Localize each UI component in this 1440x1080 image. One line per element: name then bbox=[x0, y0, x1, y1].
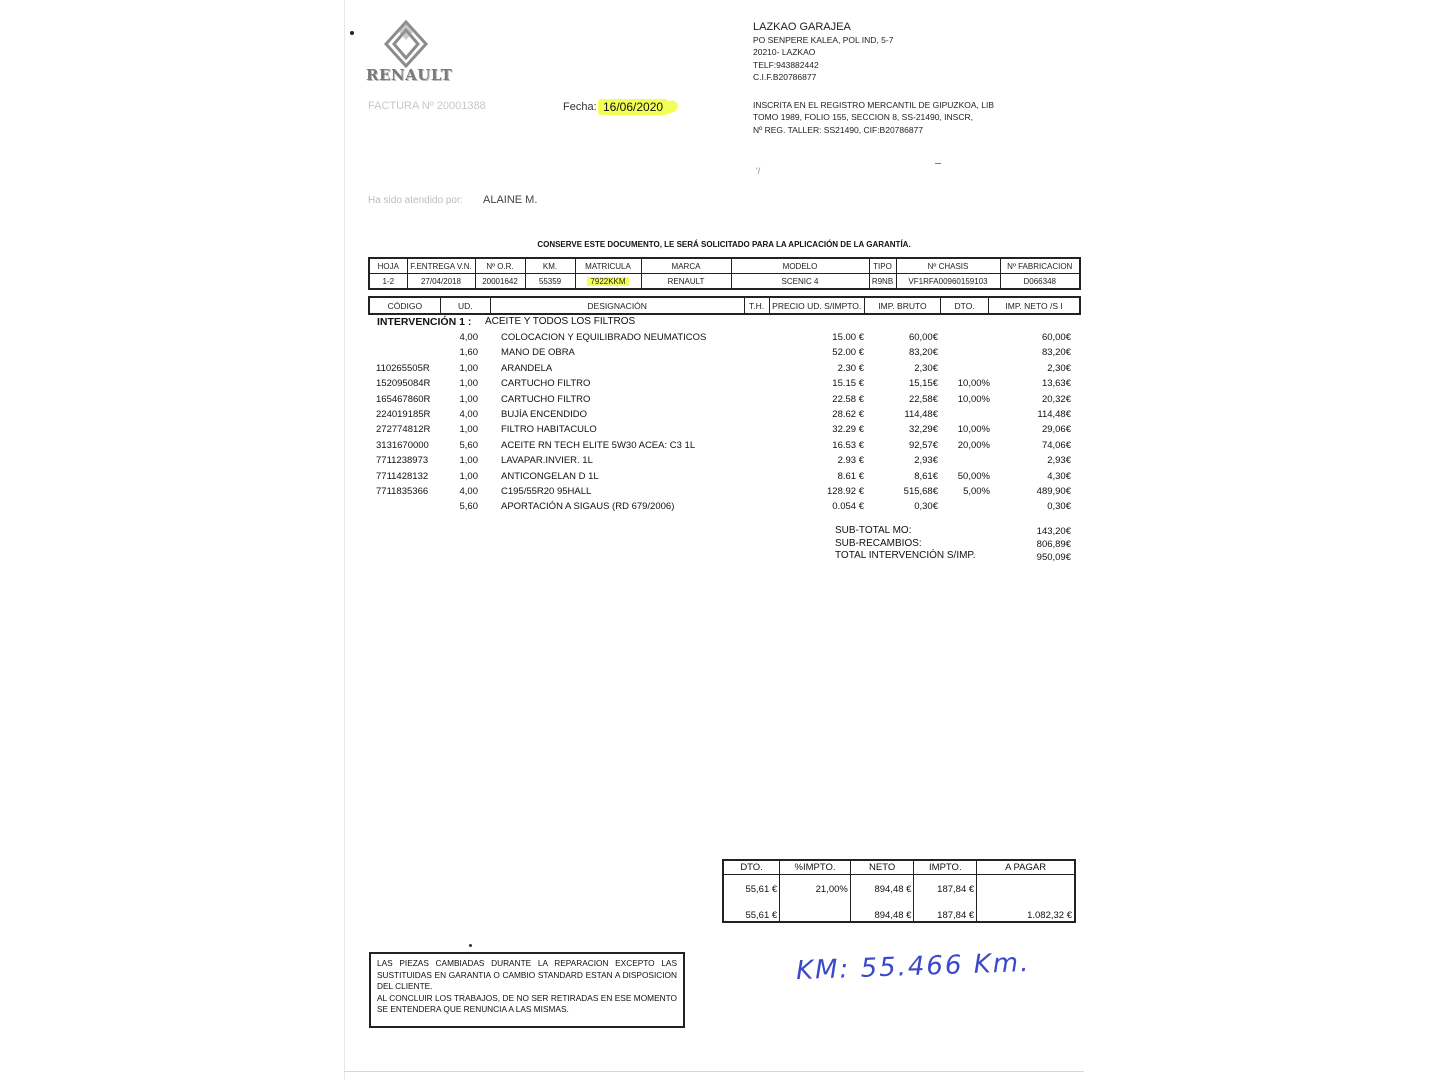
item-row bbox=[0, 332, 1440, 347]
parts-notice-text: LAS PIEZAS CAMBIADAS DURANTE LA REPARACION EXCEPTO LAS SUSTITUIDAS EN GARANTIA O CAMBIO STANDARD ESTAN A DISPOSICION DEL CLIENTE. bbox=[377, 958, 677, 992]
items-header-cell: IMP. NETO /S I bbox=[989, 297, 1080, 314]
scan-speck bbox=[935, 163, 941, 164]
registry-line: INSCRITA EN EL REGISTRO MERCANTIL DE GIPUZKOA, LIB bbox=[753, 100, 995, 110]
items-header-cell: UD. bbox=[440, 297, 490, 314]
item-unit-price: 15.00 € bbox=[832, 332, 864, 343]
item-designation: C195/55R20 95HALL bbox=[501, 486, 592, 497]
item-row bbox=[0, 455, 1440, 470]
item-designation: APORTACIÓN A SIGAUS (RD 679/2006) bbox=[501, 501, 675, 513]
warranty-notice: CONSERVE ESTE DOCUMENTO, LE SERÁ SOLICITADO PARA LA APLICACIÓN DE LA GARANTÍA. bbox=[537, 240, 911, 249]
item-code: 224019185R bbox=[376, 409, 431, 420]
vehicle-header-cell: Nº FABRICACION bbox=[1000, 258, 1080, 274]
item-quantity: 5,60 bbox=[459, 439, 478, 451]
item-gross: 2,93€ bbox=[914, 455, 938, 467]
item-gross: 114,48€ bbox=[904, 409, 938, 420]
totals-cell: 55,61 € bbox=[723, 874, 780, 904]
vehicle-header-row bbox=[369, 258, 1080, 274]
vehicle-header-cell: MARCA bbox=[641, 258, 731, 274]
item-quantity: 1,00 bbox=[459, 378, 478, 390]
subtotal-value: 143,20€ bbox=[1036, 526, 1071, 537]
item-designation: ACEITE RN TECH ELITE 5W30 ACEA: C3 1L bbox=[501, 439, 696, 451]
registry-info bbox=[753, 99, 994, 136]
totals-header-cell: A PAGAR bbox=[977, 860, 1075, 874]
totals-header-cell: DTO. bbox=[723, 860, 780, 874]
vehicle-value-cell: VF1RFA00960159103 bbox=[896, 274, 1000, 290]
item-row bbox=[0, 471, 1440, 486]
totals-cell: 894,48 € bbox=[850, 904, 914, 922]
item-gross: 15,15€ bbox=[908, 378, 938, 390]
item-quantity: 1,00 bbox=[459, 393, 478, 405]
attended-by-name: ALAINE M. bbox=[483, 194, 538, 206]
renault-diamond-logo-icon bbox=[382, 20, 430, 68]
item-net: 2,93€ bbox=[1047, 455, 1071, 467]
vehicle-value-cell: 1-2 bbox=[369, 274, 407, 290]
item-quantity: 4,00 bbox=[459, 409, 478, 420]
items-header-cell: DTO. bbox=[941, 297, 989, 314]
item-quantity: 1,60 bbox=[459, 347, 478, 359]
item-net: 13,63€ bbox=[1041, 378, 1071, 390]
item-discount: 5,00% bbox=[963, 486, 990, 497]
garage-address-line: 20210- LAZKAO bbox=[753, 47, 816, 58]
invoice-date: 16/06/2020 bbox=[598, 99, 668, 115]
totals-header-row bbox=[723, 860, 1075, 874]
garage-cif: C.I.F.B20786877 bbox=[753, 72, 817, 83]
scan-speck: '/ bbox=[756, 166, 761, 176]
totals-header-cell: NETO bbox=[850, 860, 914, 874]
item-designation: CARTUCHO FILTRO bbox=[501, 378, 591, 390]
item-quantity: 1,00 bbox=[459, 424, 478, 436]
item-row bbox=[0, 347, 1440, 362]
item-quantity: 1,00 bbox=[459, 470, 478, 482]
item-unit-price: 52.00 € bbox=[832, 347, 864, 359]
subtotal-label: TOTAL INTERVENCIÓN S/IMP. bbox=[835, 550, 976, 561]
page-edge bbox=[344, 0, 345, 1080]
vehicle-header-cell: KM. bbox=[525, 258, 575, 274]
item-discount: 10,00% bbox=[957, 424, 990, 436]
totals-table bbox=[722, 859, 1076, 923]
item-quantity: 1,00 bbox=[459, 362, 478, 374]
totals-cell: 187,84 € bbox=[914, 874, 977, 904]
vehicle-header-cell: F.ENTREGA V.N. bbox=[407, 258, 475, 274]
item-designation: LAVAPAR.INVIER. 1L bbox=[501, 455, 593, 467]
parts-notice-text: AL CONCLUIR LOS TRABAJOS, DE NO SER RETIRADAS EN ESE MOMENTO SE ENTENDERA QUE RENUNCIA A LAS MISMAS. bbox=[377, 992, 677, 1015]
item-unit-price: 128.92 € bbox=[827, 486, 864, 497]
totals-cell: 55,61 € bbox=[723, 904, 780, 922]
subtotal-label: SUB-TOTAL MO: bbox=[835, 525, 912, 536]
item-gross: 515,68€ bbox=[903, 486, 938, 497]
item-unit-price: 8.61 € bbox=[837, 470, 864, 482]
item-row bbox=[0, 424, 1440, 439]
item-net: 74,06€ bbox=[1041, 439, 1071, 451]
totals-header-cell: %IMPTO. bbox=[780, 860, 851, 874]
item-net: 0,30€ bbox=[1047, 501, 1071, 513]
intervention-description: ACEITE Y TODOS LOS FILTROS bbox=[485, 316, 636, 327]
item-row bbox=[0, 394, 1440, 409]
amount-to-pay: 1.082,32 € bbox=[977, 904, 1075, 922]
totals-cell: 21,00% bbox=[780, 874, 851, 904]
vehicle-value-cell: 20001642 bbox=[475, 274, 525, 290]
item-designation: ANTICONGELAN D 1L bbox=[501, 470, 599, 482]
renault-logo-text: RENAULT bbox=[366, 66, 453, 84]
items-header-table bbox=[368, 296, 1081, 315]
item-unit-price: 15.15 € bbox=[832, 378, 864, 390]
item-gross: 60,00€ bbox=[908, 332, 938, 343]
date-label: Fecha: bbox=[563, 101, 597, 113]
item-gross: 92,57€ bbox=[908, 439, 938, 451]
page-edge-bottom bbox=[344, 1071, 1084, 1072]
item-unit-price: 28.62 € bbox=[832, 409, 864, 420]
item-unit-price: 0.054 € bbox=[832, 501, 864, 513]
item-code: 110265505R bbox=[376, 362, 430, 374]
vehicle-value-cell: 27/04/2018 bbox=[407, 274, 475, 290]
item-net: 114,48€ bbox=[1037, 409, 1071, 420]
handwritten-km-note: KM: 55.466 Km. bbox=[795, 947, 1031, 987]
item-gross: 0,30€ bbox=[914, 501, 938, 513]
subtotal-label: SUB-RECAMBIOS: bbox=[835, 538, 922, 549]
intervention-label: INTERVENCIÓN 1 : bbox=[377, 316, 472, 328]
totals-cell bbox=[977, 874, 1075, 904]
item-code: 152095084R bbox=[376, 378, 431, 390]
item-code: 7711428132 bbox=[376, 470, 429, 482]
item-discount: 10,00% bbox=[957, 378, 990, 390]
attended-by-label: Ha sido atendido por: bbox=[368, 195, 464, 206]
item-net: 489,90€ bbox=[1036, 486, 1071, 497]
item-designation: FILTRO HABITACULO bbox=[501, 424, 597, 436]
item-code: 272774812R bbox=[376, 424, 431, 436]
item-row bbox=[0, 486, 1440, 501]
item-quantity: 1,00 bbox=[459, 455, 478, 467]
item-unit-price: 32.29 € bbox=[832, 424, 864, 436]
item-code: 165467860R bbox=[376, 393, 431, 405]
totals-cell bbox=[780, 904, 851, 922]
item-row bbox=[0, 501, 1440, 516]
item-gross: 2,30€ bbox=[914, 362, 938, 374]
item-discount: 50,00% bbox=[957, 470, 990, 482]
item-designation: MANO DE OBRA bbox=[501, 347, 575, 359]
totals-row bbox=[723, 904, 1075, 922]
items-header-cell: DESIGNACIÓN bbox=[490, 297, 744, 314]
invoice-number: FACTURA Nº 20001388 bbox=[368, 100, 486, 112]
item-row bbox=[0, 440, 1440, 455]
items-header-cell: CÓDIGO bbox=[369, 297, 440, 314]
totals-row bbox=[723, 874, 1075, 904]
item-quantity: 4,00 bbox=[459, 486, 478, 497]
totals-header-cell: IMPTO. bbox=[914, 860, 977, 874]
totals-cell: 894,48 € bbox=[850, 874, 914, 904]
item-net: 2,30€ bbox=[1047, 362, 1071, 374]
item-row bbox=[0, 363, 1440, 378]
vehicle-value-cell: 55359 bbox=[525, 274, 575, 290]
item-net: 60,00€ bbox=[1041, 332, 1071, 343]
item-gross: 22,58€ bbox=[908, 393, 938, 405]
item-unit-price: 22.58 € bbox=[832, 393, 864, 405]
item-designation: COLOCACION Y EQUILIBRADO NEUMATICOS bbox=[501, 332, 707, 343]
vehicle-value-row bbox=[369, 274, 1080, 290]
vehicle-table bbox=[368, 257, 1081, 290]
item-gross: 32,29€ bbox=[908, 424, 938, 436]
registry-line: Nº REG. TALLER: SS21490, CIF:B20786877 bbox=[753, 124, 924, 135]
items-header-cell: T.H. bbox=[744, 297, 769, 314]
garage-address-line: PO SENPERE KALEA, POL IND, 5-7 bbox=[753, 35, 894, 45]
item-designation: BUJÍA ENCENDIDO bbox=[501, 409, 588, 420]
vehicle-value-cell: R9NB bbox=[869, 274, 896, 290]
item-code: 7711238973 bbox=[376, 455, 429, 467]
item-row bbox=[0, 378, 1440, 393]
item-net: 4,30€ bbox=[1047, 470, 1071, 482]
subtotal-value: 950,09€ bbox=[1036, 552, 1071, 563]
totals-cell: 187,84 € bbox=[914, 904, 977, 922]
vehicle-plate-cell bbox=[575, 274, 641, 290]
vehicle-header-cell: MATRICULA bbox=[575, 258, 641, 274]
item-net: 29,06€ bbox=[1041, 424, 1071, 436]
vehicle-header-cell: Nº O.R. bbox=[475, 258, 525, 274]
item-code: 7711835366 bbox=[376, 486, 429, 497]
item-gross: 83,20€ bbox=[908, 347, 938, 359]
registry-line: TOMO 1989, FOLIO 155, SECCION 8, SS-21490, INSCR, bbox=[753, 112, 973, 123]
item-designation: ARANDELA bbox=[501, 362, 553, 374]
subtotal-value: 806,89€ bbox=[1036, 539, 1071, 550]
vehicle-header-cell: TIPO bbox=[869, 258, 896, 274]
parts-notice-box bbox=[369, 952, 685, 1028]
vehicle-header-cell: MODELO bbox=[731, 258, 869, 274]
item-net: 20,32€ bbox=[1041, 393, 1071, 405]
item-quantity: 5,60 bbox=[459, 501, 478, 513]
item-row bbox=[0, 409, 1440, 424]
vehicle-value-cell: D066348 bbox=[1000, 274, 1080, 290]
vehicle-header-cell: HOJA bbox=[369, 258, 407, 274]
item-discount: 10,00% bbox=[957, 393, 990, 405]
item-unit-price: 2.30 € bbox=[837, 362, 864, 374]
garage-phone: TELF:943882442 bbox=[753, 59, 819, 70]
vehicle-value-cell: SCENIC 4 bbox=[731, 274, 869, 290]
item-net: 83,20€ bbox=[1041, 347, 1071, 359]
item-unit-price: 16.53 € bbox=[832, 439, 864, 451]
vehicle-plate: 7922KKM bbox=[587, 277, 628, 286]
scan-speck bbox=[469, 944, 472, 947]
item-code: 3131670000 bbox=[376, 439, 429, 451]
garage-info bbox=[753, 20, 893, 84]
items-header-cell: PRECIO UD. S/IMPTO. bbox=[769, 297, 864, 314]
vehicle-value-cell: RENAULT bbox=[641, 274, 731, 290]
garage-name: LAZKAO GARAJEA bbox=[753, 21, 851, 33]
item-quantity: 4,00 bbox=[459, 332, 478, 343]
item-designation: CARTUCHO FILTRO bbox=[501, 393, 591, 405]
item-gross: 8,61€ bbox=[914, 470, 938, 482]
scan-speck bbox=[350, 31, 354, 35]
vehicle-header-cell: Nº CHASIS bbox=[896, 258, 1000, 274]
items-header-cell: IMP. BRUTO bbox=[864, 297, 940, 314]
item-unit-price: 2.93 € bbox=[837, 455, 864, 467]
item-discount: 20,00% bbox=[957, 439, 990, 451]
items-header-row bbox=[369, 297, 1080, 314]
